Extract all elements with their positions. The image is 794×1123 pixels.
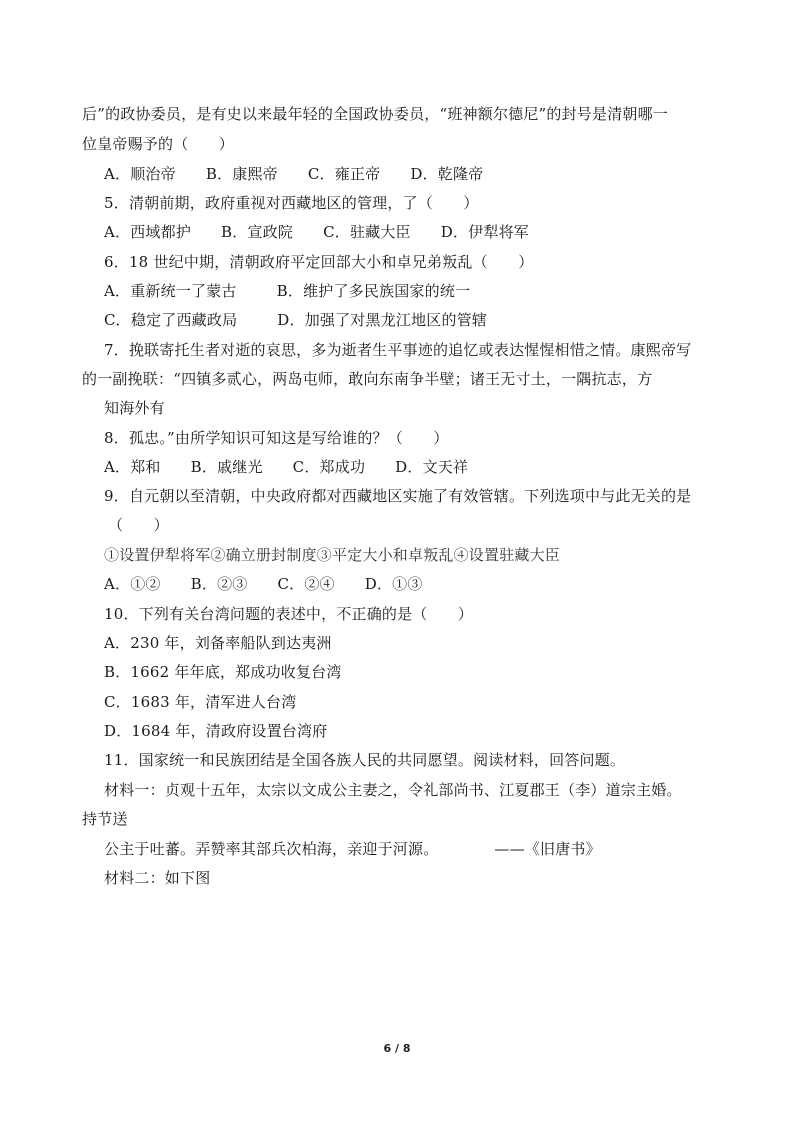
question-8-options: [104, 457, 468, 477]
option-a: A．重新统一了蒙古: [104, 282, 237, 300]
question-5-stem: 5．清朝前期，政府重视对西藏地区的管理，了（ ）: [104, 194, 479, 212]
option-b: B．维护了多民族国家的统一: [276, 282, 471, 300]
material-1-line-3: [104, 839, 601, 859]
question-4-stem-line-2: 位皇帝赐予的（ ）: [82, 135, 235, 153]
option-d: D．伊犁将军: [440, 223, 529, 241]
page-number: 6 / 8: [383, 1042, 411, 1055]
option-b: B．康熙帝: [205, 165, 278, 183]
option-b: B．②③: [190, 575, 248, 593]
question-10-option-b: B．1662 年年底，郑成功收复台湾: [104, 663, 342, 681]
question-7-stem-line-1: 7．挽联寄托生者对逝的哀思，多为逝者生平事迹的追忆或表达惺惺相惜之情。康熙帝写: [104, 341, 692, 359]
option-a: A．郑和: [104, 458, 161, 476]
option-c: C．驻藏大臣: [323, 223, 411, 241]
question-7-stem-line-3: 知海外有: [104, 399, 165, 417]
question-5-options: [104, 222, 529, 242]
option-a: A．①②: [104, 575, 161, 593]
option-b: B．戚继光: [190, 458, 263, 476]
option-d: D．加强了对黑龙江地区的管辖: [277, 311, 488, 329]
material-1-line-1: 材料一：贞观十五年，太宗以文成公主妻之，令礼部尚书、江夏郡王（李）道宗主婚。: [104, 781, 682, 799]
question-4-stem-line-1: 后”的政协委员，是有史以来最年轻的全国政协委员，“班神额尔德尼”的封号是清朝哪一: [82, 105, 669, 123]
question-6-options-row-2: [104, 310, 487, 330]
option-a: A．西域都护: [104, 223, 192, 241]
question-6-options-row-1: [104, 281, 470, 301]
question-9-items: ①设置伊犁将军②确立册封制度③平定大小和卓叛乱④设置驻藏大臣: [104, 546, 561, 564]
question-10-option-c: C．1683 年，清军进人台湾: [104, 693, 297, 711]
question-9-options: [104, 574, 423, 594]
question-9-stem-line-2: （ ）: [108, 516, 169, 534]
option-d: D．①③: [364, 575, 423, 593]
option-c: C．雍正帝: [307, 165, 381, 183]
question-8-stem: 8．孤忠。”由所学知识可知这是写给谁的？（ ）: [104, 429, 449, 447]
material-1-source: ——《旧唐书》: [494, 840, 601, 858]
option-c: C．郑成功: [292, 458, 366, 476]
question-11-stem: 11．国家统一和民族团结是全国各族人民的共同愿望。阅读材料，回答问题。: [104, 751, 626, 769]
material-2-label: 材料二：如下图: [104, 869, 211, 887]
option-b: B．宣政院: [221, 223, 294, 241]
question-4-options: [104, 164, 483, 184]
question-7-stem-line-2: 的一副挽联：“四镇多贰心，两岛屯师，敢向东南争半壁；诸王无寸土，一隅抗志，方: [82, 370, 653, 388]
option-d: D．文天祥: [395, 458, 469, 476]
option-a: A．顺治帝: [104, 165, 176, 183]
question-10-option-d: D．1684 年，清政府设置台湾府: [104, 722, 328, 740]
question-10-stem: 10．下列有关台湾问题的表述中，不正确的是（ ）: [104, 605, 474, 623]
option-d: D．乾隆帝: [410, 165, 484, 183]
material-1-text: 公主于吐蕃。弄赞率其部兵次柏海，亲迎于河源。: [104, 840, 439, 858]
material-1-line-2: 持节送: [82, 810, 128, 828]
option-c: C．②④: [277, 575, 335, 593]
option-c: C．稳定了西藏政局: [104, 311, 238, 329]
question-6-stem: 6．18 世纪中期，清朝政府平定回部大小和卓兄弟叛乱（ ）: [104, 253, 534, 271]
question-10-option-a: A．230 年，刘备率船队到达夷洲: [104, 634, 332, 652]
question-9-stem-line-1: 9．自元朝以至清朝，中央政府都对西藏地区实施了有效管辖。下列选项中与此无关的是: [104, 487, 692, 505]
